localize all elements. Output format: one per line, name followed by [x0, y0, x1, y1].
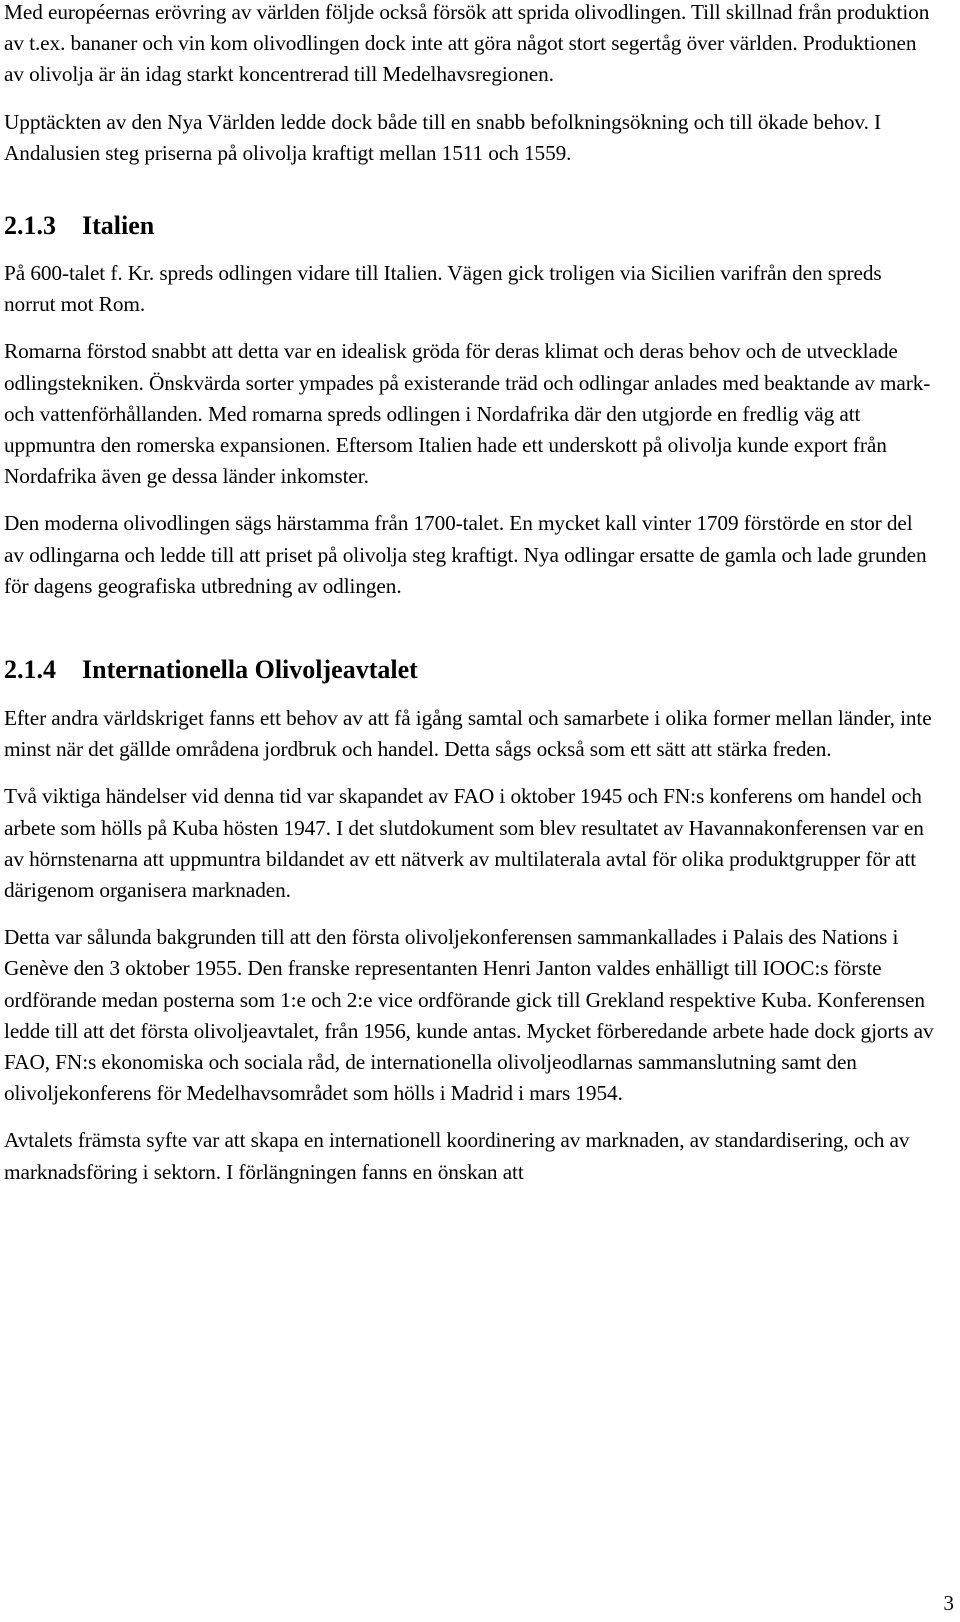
- document-page: [4, 0, 934, 1188]
- paragraph-italien-2: Romarna förstod snabbt att detta var en idealisk gröda för deras klimat och deras behov och de utvecklade odlingstekniken. Önskvärda sorter ympades på existerande träd och odlingar anlades med beaktande av mark- och vattenförhållanden. Med romarna spreds odlingen i Nordafrika där den utgjorde en fredlig väg att uppmuntra den romerska expansionen. Eftersom Italien hade ett underskott på olivolja kunde export från Nordafrika även ge dessa länder inkomster.: [4, 339, 931, 489]
- paragraph-avtal-4: Avtalets främsta syfte var att skapa en internationell koordinering av marknaden, av standardisering, och av marknadsföring i sektorn. I förlängningen fanns en önskan att: [4, 1128, 910, 1184]
- page-number: 3: [943, 1591, 954, 1615]
- paragraph-italien-1: På 600-talet f. Kr. spreds odlingen vidare till Italien. Vägen gick troligen via Sicilien varifrån den spreds norrut mot Rom.: [4, 261, 882, 317]
- paragraph-new-world: Upptäckten av den Nya Världen ledde dock både till en snabb befolkningsökning och till ökade behov. I Andalusien steg priserna på olivolja kraftigt mellan 1511 och 1559.: [4, 109, 882, 165]
- paragraph-avtal-2: Två viktiga händelser vid denna tid var skapandet av FAO i oktober 1945 och FN:s konferens om handel och arbete som hölls på Kuba hösten 1947. I det slutdokument som blev resultatet av Havannakonferensen var en av hörnstenarna att uppmuntra bildandet av ett nätverk av multilaterala avtal för olika produktgrupper för att därigenom organisera marknaden.: [4, 784, 924, 903]
- section-heading-avtal: [4, 654, 934, 686]
- section-heading-italien: [4, 210, 934, 242]
- paragraph-italien-3: Den moderna olivodlingen sägs härstamma från 1700-talet. En mycket kall vinter 1709 förstörde en stor del av odlingarna och ledde till att priset på olivolja steg kraftigt. Nya odlingar ersatte de gamla och lade grunden för dagens geografiska utbredning av odlingen.: [4, 511, 927, 598]
- section-number: 2.1.3: [4, 211, 56, 241]
- paragraph-avtal-3: Detta var sålunda bakgrunden till att den första olivoljekonferensen sammankallades i Palais des Nations i Genève den 3 oktober 1955. Den franske representanten Henri Janton valdes enhälligt till IOOC:s förste ordförande medan posterna som 1:e och 2:e vice ordförande gick till Grekland respektive Kuba. Konferensen ledde till att det första olivoljeavtalet, från 1956, kunde antas. Mycket förberedande arbete hade dock gjorts av FAO, FN:s ekonomiska och sociala råd, de internationella olivoljeodlarnas sammanslutning samt den olivoljekonferens för Medelhavsområdet som hölls i Madrid i mars 1954.: [4, 925, 934, 1106]
- section-title: Italien: [82, 211, 155, 241]
- section-title: Internationella Olivoljeavtalet: [82, 655, 418, 685]
- paragraph-avtal-1: Efter andra världskriget fanns ett behov av att få igång samtal och samarbete i olika former mellan länder, inte minst när det gällde områdena jordbruk och handel. Detta sågs också som ett sätt att stärka freden.: [4, 706, 932, 762]
- section-number: 2.1.4: [4, 655, 56, 685]
- paragraph-intro: Med européernas erövring av världen följde också försök att sprida olivodlingen. Till skillnad från produktion av t.ex. bananer och vin kom olivodlingen dock inte att göra något stort segertåg över världen. Produktionen av olivolja är än idag starkt koncentrerad till Medelhavsregionen.: [4, 0, 930, 87]
